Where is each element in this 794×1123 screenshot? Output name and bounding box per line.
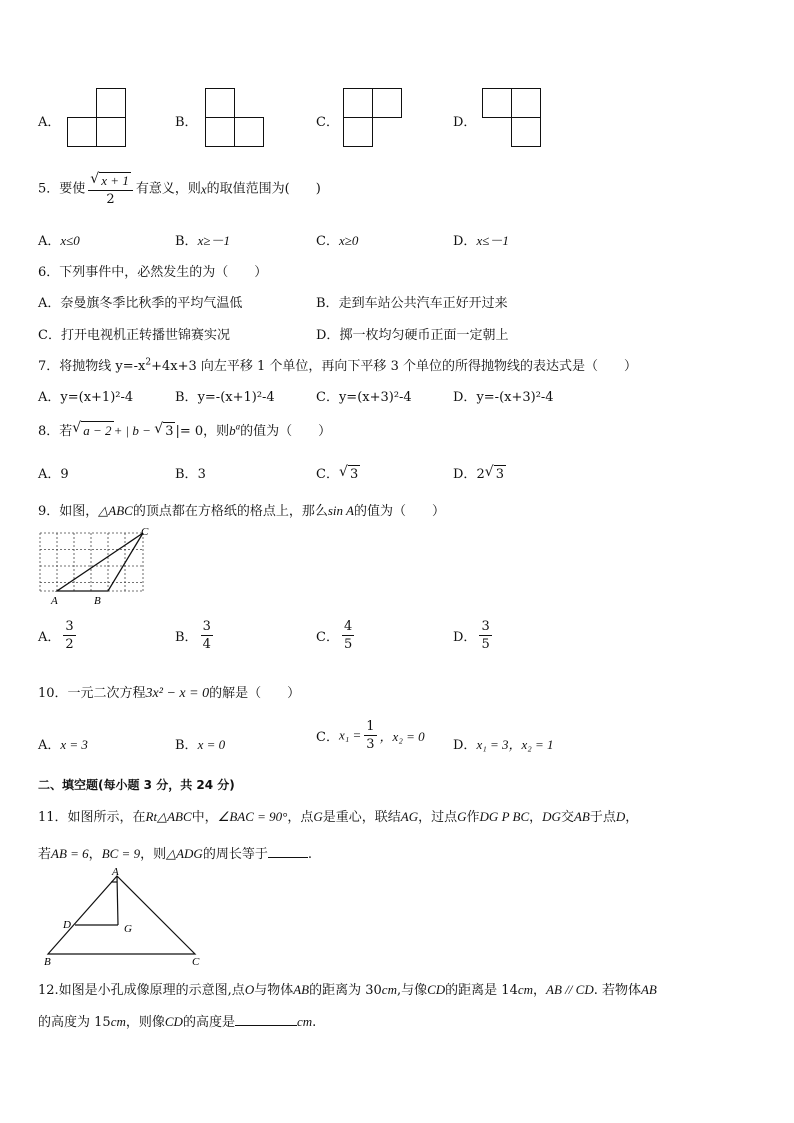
q6-option-d[interactable]: D．掷一枚均匀硬币正面一定朝上 <box>316 328 509 343</box>
q5-prefix: 5．要使 <box>38 181 86 197</box>
q5-option-a[interactable]: A．x≤0 <box>38 233 80 249</box>
q8-option-c[interactable]: C． √ 3 <box>316 464 359 482</box>
q11-label-b: B <box>44 956 51 968</box>
q5-fraction: √ x + 1 2 <box>88 172 133 206</box>
q11-triangle-figure <box>38 866 208 968</box>
q6-option-b[interactable]: B．走到车站公共汽车正好开过来 <box>316 296 508 311</box>
q8-option-a[interactable]: A．9 <box>38 467 69 482</box>
q11-line-2: 若AB = 6，BC = 9，则△ADG的周长等于 . <box>38 846 312 862</box>
q12-answer-blank[interactable] <box>235 1025 297 1026</box>
q9-label-a: A <box>51 595 58 607</box>
q11-label-d: D <box>63 919 71 931</box>
q11-label-c: C <box>192 956 200 968</box>
q9-option-d[interactable]: D． $\frac{3}{5}$ <box>453 619 490 652</box>
q6-option-a[interactable]: A．奈曼旗冬季比秋季的平均气温低 <box>38 296 243 311</box>
q9-grid-figure <box>36 524 156 608</box>
q8-sqrt-2: √ 3 <box>154 421 174 439</box>
q9-label-b: B <box>94 595 101 607</box>
q10-option-d[interactable]: D．x₁ = 3，x₂ = 1 <box>453 737 554 753</box>
q4-option-b-figure <box>204 87 266 149</box>
q4-option-d-figure <box>481 87 543 149</box>
q8-option-d[interactable]: D．2 √ 3 <box>453 464 504 482</box>
q7-option-a[interactable]: A．y=(x+1)²-4 <box>38 390 134 405</box>
q4-option-c-letter[interactable]: C． <box>316 115 339 130</box>
q9-option-b[interactable]: B． $\frac{3}{4}$ <box>175 619 211 652</box>
q11-label-g: G <box>124 923 132 935</box>
section-2-title: 二、填空题(每小题 3 分，共 24 分) <box>38 778 235 792</box>
q5-suffix-a: 有意义，则 <box>135 181 201 197</box>
q6-stem: 6．下列事件中，必然发生的为（ ） <box>38 265 268 280</box>
q7-stem: 7．将抛物线 $y=-x^2+4x+3$ 向左平移 1 个单位，再向下平移 3 个单位的所得抛物线的表达式是（ ） <box>38 357 637 374</box>
q9-label-c: C <box>141 526 149 538</box>
q9-option-c[interactable]: C． $\frac{4}{5}$ <box>316 619 353 652</box>
q10-option-a[interactable]: A．x = 3 <box>38 737 88 753</box>
q12-line-2: 的高度为 15cm，则像CD的高度是 cm. <box>38 1014 317 1030</box>
q12-line-1: 12.如图是小孔成像原理的示意图,点O与物体AB的距离为 30cm,与像CD的距离是 14cm，AB // CD. 若物体AB <box>38 982 657 998</box>
q9-stem: 9．如图，△ABC的顶点都在方格纸的格点上，那么sin A的值为（ ） <box>38 503 446 519</box>
q9-option-a[interactable]: A． $\frac{3}{2}$ <box>38 619 74 652</box>
q7-option-d[interactable]: D．y=-(x+3)²-4 <box>453 390 554 405</box>
q5-radicand: x + 1 <box>101 173 129 188</box>
q5-var: x <box>200 181 207 197</box>
q5-option-b[interactable]: B．x≥－1 <box>175 233 230 249</box>
q4-option-d-letter[interactable]: D． <box>453 115 477 130</box>
q5-denominator: 2 <box>106 192 115 207</box>
q4-option-a-letter[interactable]: A． <box>38 115 61 130</box>
q7-option-c[interactable]: C．y=(x+3)²-4 <box>316 390 412 405</box>
q7-option-b[interactable]: B．y=-(x+1)²-4 <box>175 390 275 405</box>
q4-option-a-figure <box>66 87 128 149</box>
q4-option-b-letter[interactable]: B． <box>175 115 198 130</box>
q5-option-d[interactable]: D．x≤－1 <box>453 233 509 249</box>
q8-sqrt-1: √ a − 2 <box>72 420 112 438</box>
q10-stem: 10．一元二次方程3x² − x = 0的解是（ ） <box>38 686 301 701</box>
q8-option-b[interactable]: B．3 <box>175 467 206 482</box>
q5-option-c[interactable]: C．x≥0 <box>316 233 359 249</box>
q10-option-b[interactable]: B．x = 0 <box>175 737 226 753</box>
q8-stem: 8．若 √ a − 2 + | b − √ 3 |= 0，则$b^a$的值为（ ） <box>38 420 332 439</box>
q10-option-c[interactable]: C．x₁ = $\frac{1}{3}$ ，x₂ = 0 <box>316 719 425 752</box>
q4-option-c-figure <box>342 87 404 149</box>
q5-suffix-b: 的取值范围为( ) <box>206 181 321 197</box>
q11-line-1: 11．如图所示，在Rt△ABC中，∠BAC = 90°，点G是重心，联结AG，过点G作DG P BC，DG交AB于点D， <box>38 809 639 825</box>
q11-label-a: A <box>112 866 119 878</box>
q5-stem <box>38 172 321 206</box>
q11-answer-blank[interactable] <box>268 857 308 858</box>
q6-option-c[interactable]: C．打开电视机正转播世锦赛实况 <box>38 328 230 343</box>
